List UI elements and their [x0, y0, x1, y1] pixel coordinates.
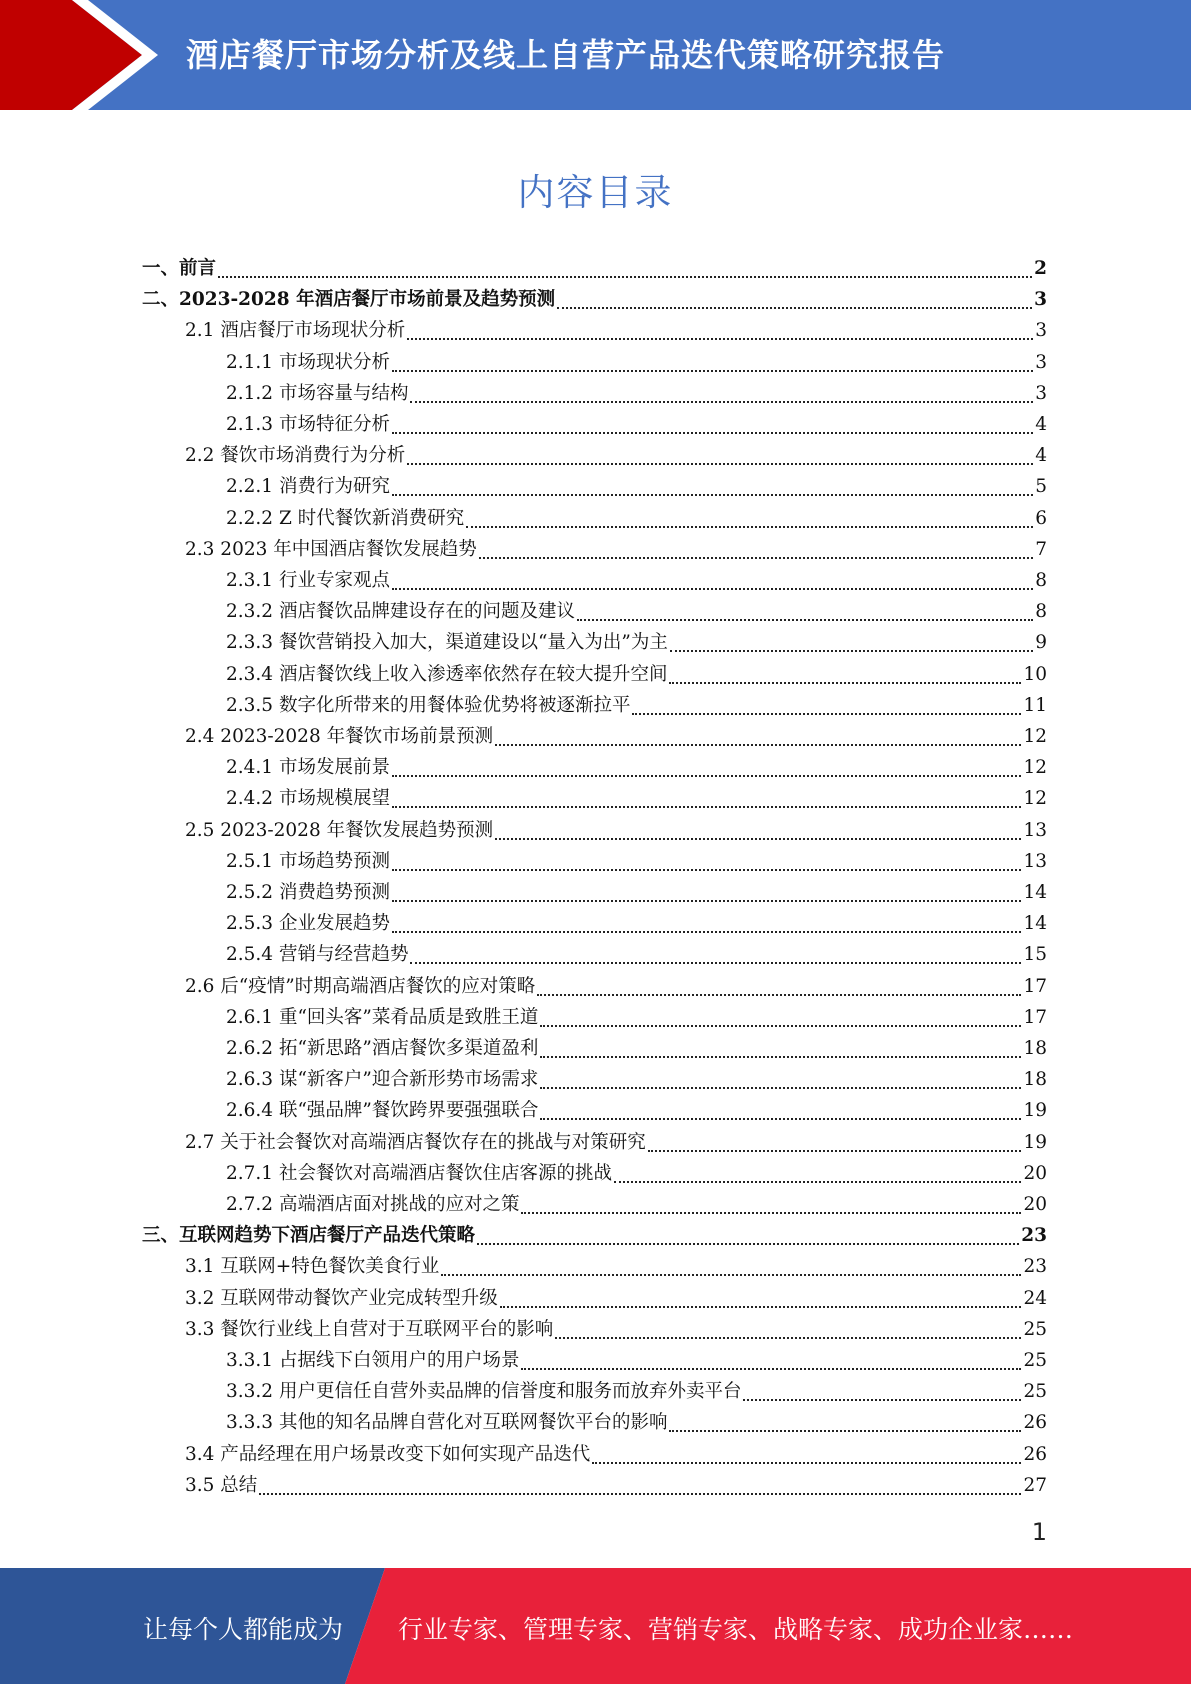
- toc-entry-page: 12: [1023, 726, 1047, 747]
- toc-entry[interactable]: [226, 1095, 1047, 1126]
- toc-entry[interactable]: [185, 1314, 1047, 1345]
- toc-dot-leader: [521, 1367, 1021, 1370]
- report-title: 酒店餐厅市场分析及线上自营产品迭代策略研究报告: [186, 36, 946, 74]
- toc-entry-label: 2.1 酒店餐厅市场现状分析: [185, 320, 406, 342]
- toc-entry[interactable]: [185, 971, 1047, 1002]
- toc-dot-leader: [392, 868, 1021, 871]
- toc-entry[interactable]: [226, 939, 1047, 970]
- toc-entry[interactable]: [185, 1127, 1047, 1158]
- toc-entry-label: 2.6.4 联“强品牌”餐饮跨界要强强联合: [226, 1100, 539, 1122]
- toc-dot-leader: [540, 1086, 1021, 1089]
- toc-entry-label: 2.5.3 企业发展趋势: [226, 913, 390, 935]
- toc-dot-leader: [392, 493, 1033, 496]
- toc-entry-page: 2: [1034, 258, 1047, 279]
- toc-entry-page: 15: [1023, 944, 1047, 966]
- toc-entry-page: 25: [1023, 1381, 1047, 1403]
- toc-dot-leader: [495, 837, 1021, 840]
- toc-entry-label: 3.4 产品经理在用户场景改变下如何实现产品迭代: [185, 1443, 591, 1465]
- toc-dot-leader: [540, 1024, 1021, 1027]
- toc-dot-leader: [477, 1242, 1019, 1245]
- footer-slogan-left: 让每个人都能成为: [143, 1615, 344, 1644]
- toc-dot-leader: [392, 431, 1033, 434]
- toc-dot-leader: [479, 556, 1033, 559]
- toc-entry[interactable]: [226, 1033, 1047, 1064]
- footer-banner: [0, 1568, 1191, 1684]
- toc-entry-label: 3.3.1 占据线下白领用户的用户场景: [226, 1350, 520, 1371]
- toc-entry-label: 2.7.1 社会餐饮对高端酒店餐饮住店客源的挑战: [226, 1162, 612, 1184]
- toc-entry[interactable]: [226, 690, 1047, 721]
- toc-entry[interactable]: [226, 409, 1047, 440]
- toc-entry-label: 一、前言: [142, 258, 217, 279]
- toc-entry-page: 10: [1023, 663, 1047, 685]
- toc-dot-leader: [466, 525, 1033, 528]
- toc-entry-label: 2.3.2 酒店餐饮品牌建设存在的问题及建议: [226, 601, 575, 623]
- toc-entry-label: 2.2 餐饮市场消费行为分析: [185, 445, 406, 467]
- toc-entry[interactable]: [226, 659, 1047, 690]
- toc-entry-label: 3.5 总结: [185, 1474, 258, 1496]
- toc-dot-leader: [670, 649, 1033, 652]
- toc-entry-label: 2.5 2023-2028 年餐饮发展趋势预测: [185, 819, 494, 841]
- toc-dot-leader: [392, 805, 1021, 808]
- toc-entry-page: 6: [1035, 507, 1047, 529]
- toc-dot-leader: [555, 1336, 1021, 1339]
- toc-entry-page: 12: [1023, 788, 1047, 810]
- toc-entry[interactable]: [185, 440, 1047, 471]
- toc-entry[interactable]: [226, 846, 1047, 877]
- toc-entry-page: 26: [1023, 1412, 1047, 1434]
- toc-entry-page: 11: [1023, 694, 1047, 716]
- toc-entry-label: 2.2.2 Z 时代餐饮新消费研究: [226, 507, 465, 529]
- toc-dot-leader: [407, 337, 1033, 340]
- toc-dot-leader: [592, 1461, 1021, 1464]
- toc-dot-leader: [392, 369, 1033, 372]
- toc-entry[interactable]: [142, 284, 1047, 315]
- toc-entry-page: 14: [1023, 913, 1047, 935]
- toc-entry[interactable]: [226, 877, 1047, 908]
- toc-dot-leader: [392, 774, 1021, 777]
- toc-entry-page: 4: [1035, 414, 1047, 435]
- toc-entry-label: 2.4.2 市场规模展望: [226, 788, 390, 810]
- toc-entry-page: 4: [1035, 445, 1047, 467]
- toc-dot-leader: [407, 462, 1033, 465]
- toc-entry[interactable]: [226, 347, 1047, 378]
- toc-entry[interactable]: [185, 1439, 1047, 1470]
- toc-entry[interactable]: [142, 1220, 1047, 1251]
- toc-dot-leader: [500, 1305, 1022, 1308]
- toc-entry-page: 27: [1023, 1474, 1047, 1496]
- header-banner: [0, 0, 1191, 110]
- toc-entry-label: 2.6.1 重“回头客”菜肴品质是致胜王道: [226, 1006, 539, 1028]
- toc-entry[interactable]: [185, 1470, 1047, 1501]
- toc-entry-label: 2.6 后“疫情”时期高端酒店餐饮的应对策略: [185, 975, 536, 997]
- toc-dot-leader: [441, 1273, 1021, 1276]
- toc-dot-leader: [392, 930, 1021, 933]
- toc-entry[interactable]: [226, 1002, 1047, 1033]
- toc-entry-label: 2.2.1 消费行为研究: [226, 476, 390, 498]
- toc-entry-page: 8: [1035, 601, 1047, 623]
- toc-entry-page: 23: [1023, 1256, 1047, 1278]
- toc-dot-leader: [540, 1117, 1021, 1120]
- page-number: 1: [1031, 1518, 1047, 1546]
- toc-entry-page: 23: [1021, 1225, 1047, 1247]
- toc-entry-page: 25: [1023, 1350, 1047, 1371]
- toc-entry-page: 18: [1023, 1069, 1047, 1091]
- toc-entry-label: 2.5.1 市场趋势预测: [226, 850, 390, 872]
- toc-dot-leader: [521, 1211, 1021, 1214]
- toc-entry[interactable]: [226, 1407, 1047, 1438]
- toc-entry-label: 2.5.2 消费趋势预测: [226, 882, 390, 903]
- toc-entry[interactable]: [185, 534, 1047, 565]
- toc-dot-leader: [557, 306, 1032, 309]
- toc-dot-leader: [410, 961, 1021, 964]
- toc-entry-page: 19: [1023, 1131, 1047, 1153]
- toc-entry-label: 2.6.3 谋“新客户”迎合新形势市场需求: [226, 1069, 539, 1091]
- toc-entry[interactable]: [226, 627, 1047, 658]
- toc-dot-leader: [577, 618, 1033, 621]
- toc-dot-leader: [392, 899, 1021, 902]
- toc-entry-label: 2.3.4 酒店餐饮线上收入渗透率依然存在较大提升空间: [226, 663, 668, 685]
- toc-entry-label: 2.4.1 市场发展前景: [226, 757, 390, 779]
- toc-dot-leader: [392, 587, 1033, 590]
- toc-entry[interactable]: [185, 315, 1047, 346]
- toc-entry[interactable]: [226, 908, 1047, 939]
- toc-entry-page: 3: [1035, 351, 1047, 373]
- toc-entry[interactable]: [226, 503, 1047, 534]
- toc-entry[interactable]: [226, 752, 1047, 783]
- toc-dot-leader: [495, 743, 1021, 746]
- toc-entry[interactable]: [226, 783, 1047, 814]
- toc-entry-page: 17: [1023, 975, 1047, 997]
- toc-entry-page: 3: [1034, 289, 1047, 311]
- toc-dot-leader: [218, 275, 1032, 278]
- toc-entry-label: 3.1 互联网+特色餐饮美食行业: [185, 1256, 440, 1278]
- toc-entry[interactable]: [226, 1189, 1047, 1220]
- toc-entry[interactable]: [226, 1345, 1047, 1376]
- toc-entry-label: 2.7.2 高端酒店面对挑战的应对之策: [226, 1194, 520, 1215]
- toc-dot-leader: [669, 681, 1021, 684]
- toc-entry-label: 三、互联网趋势下酒店餐厅产品迭代策略: [142, 1225, 476, 1247]
- toc-entry-page: 3: [1035, 320, 1047, 342]
- toc-entry[interactable]: [226, 378, 1047, 409]
- toc-entry-page: 8: [1035, 570, 1047, 591]
- toc-entry-label: 2.1.1 市场现状分析: [226, 351, 390, 373]
- toc-entry-label: 2.4 2023-2028 年餐饮市场前景预测: [185, 726, 494, 747]
- toc-entry-page: 17: [1023, 1006, 1047, 1028]
- toc-entry-page: 5: [1035, 476, 1047, 498]
- toc-entry[interactable]: [226, 565, 1047, 596]
- toc-dot-leader: [540, 1055, 1021, 1058]
- toc-entry-page: 24: [1023, 1287, 1047, 1309]
- toc-title: 内容目录: [517, 171, 674, 214]
- toc-entry-page: 13: [1023, 819, 1047, 841]
- toc-entry-page: 14: [1023, 882, 1047, 903]
- toc-dot-leader: [669, 1429, 1021, 1432]
- toc-entry-page: 9: [1035, 632, 1047, 654]
- toc-entry-label: 2.3.3 餐饮营销投入加大，渠道建设以“量入为出”为主: [226, 632, 668, 654]
- toc-dot-leader: [632, 712, 1021, 715]
- toc-entry-label: 2.3.5 数字化所带来的用餐体验优势将被逐渐拉平: [226, 694, 631, 716]
- toc-dot-leader: [410, 400, 1033, 403]
- toc-entry[interactable]: [226, 1064, 1047, 1095]
- toc-entry-label: 3.3.2 用户更信任自营外卖品牌的信誉度和服务而放弃外卖平台: [226, 1381, 742, 1403]
- toc-entry[interactable]: [226, 1158, 1047, 1189]
- toc-entry-label: 2.5.4 营销与经营趋势: [226, 944, 409, 966]
- toc-entry-page: 26: [1023, 1443, 1047, 1465]
- toc-dot-leader: [648, 1149, 1022, 1152]
- toc-entry[interactable]: [185, 1251, 1047, 1282]
- toc-entry-page: 12: [1023, 757, 1047, 779]
- toc-entry-page: 25: [1023, 1318, 1047, 1340]
- toc-entry[interactable]: [185, 815, 1047, 846]
- toc-entry-page: 18: [1023, 1038, 1047, 1059]
- toc-entry-label: 3.3.3 其他的知名品牌自营化对互联网餐饮平台的影响: [226, 1412, 668, 1434]
- toc-entry-label: 2.6.2 拓“新思路”酒店餐饮多渠道盈利: [226, 1038, 539, 1059]
- toc-entry-page: 20: [1023, 1162, 1047, 1184]
- toc-entry[interactable]: [226, 471, 1047, 502]
- toc-entry-label: 2.1.2 市场容量与结构: [226, 382, 409, 404]
- header-arrow-decoration: [0, 0, 160, 110]
- toc-dot-leader: [537, 993, 1021, 996]
- toc-entry[interactable]: [226, 596, 1047, 627]
- toc-entry-label: 2.1.3 市场特征分析: [226, 414, 390, 435]
- toc-entry[interactable]: [185, 721, 1047, 752]
- footer-slogan-right: 行业专家、管理专家、营销专家、战略专家、成功企业家……: [398, 1615, 1074, 1644]
- toc-entry-label: 3.3 餐饮行业线上自营对于互联网平台的影响: [185, 1318, 554, 1340]
- toc-entry-page: 3: [1035, 382, 1047, 404]
- toc-entry-page: 7: [1035, 538, 1047, 560]
- toc-entry-label: 2.3.1 行业专家观点: [226, 570, 390, 591]
- toc-entry-label: 2.7 关于社会餐饮对高端酒店餐饮存在的挑战与对策研究: [185, 1131, 646, 1153]
- toc-entry[interactable]: [226, 1376, 1047, 1407]
- toc-dot-leader: [614, 1180, 1021, 1183]
- toc-entry-page: 13: [1023, 850, 1047, 872]
- toc-entry[interactable]: [185, 1283, 1047, 1314]
- toc-entry-page: 20: [1023, 1194, 1047, 1215]
- toc-dot-leader: [743, 1398, 1021, 1401]
- toc-entry-label: 3.2 互联网带动餐饮产业完成转型升级: [185, 1287, 498, 1309]
- toc-entry-label: 二、2023-2028 年酒店餐厅市场前景及趋势预测: [142, 289, 556, 311]
- toc-dot-leader: [259, 1492, 1021, 1495]
- toc-entry-label: 2.3 2023 年中国酒店餐饮发展趋势: [185, 538, 477, 560]
- toc-entry[interactable]: [142, 253, 1047, 284]
- toc-entry-page: 19: [1023, 1100, 1047, 1122]
